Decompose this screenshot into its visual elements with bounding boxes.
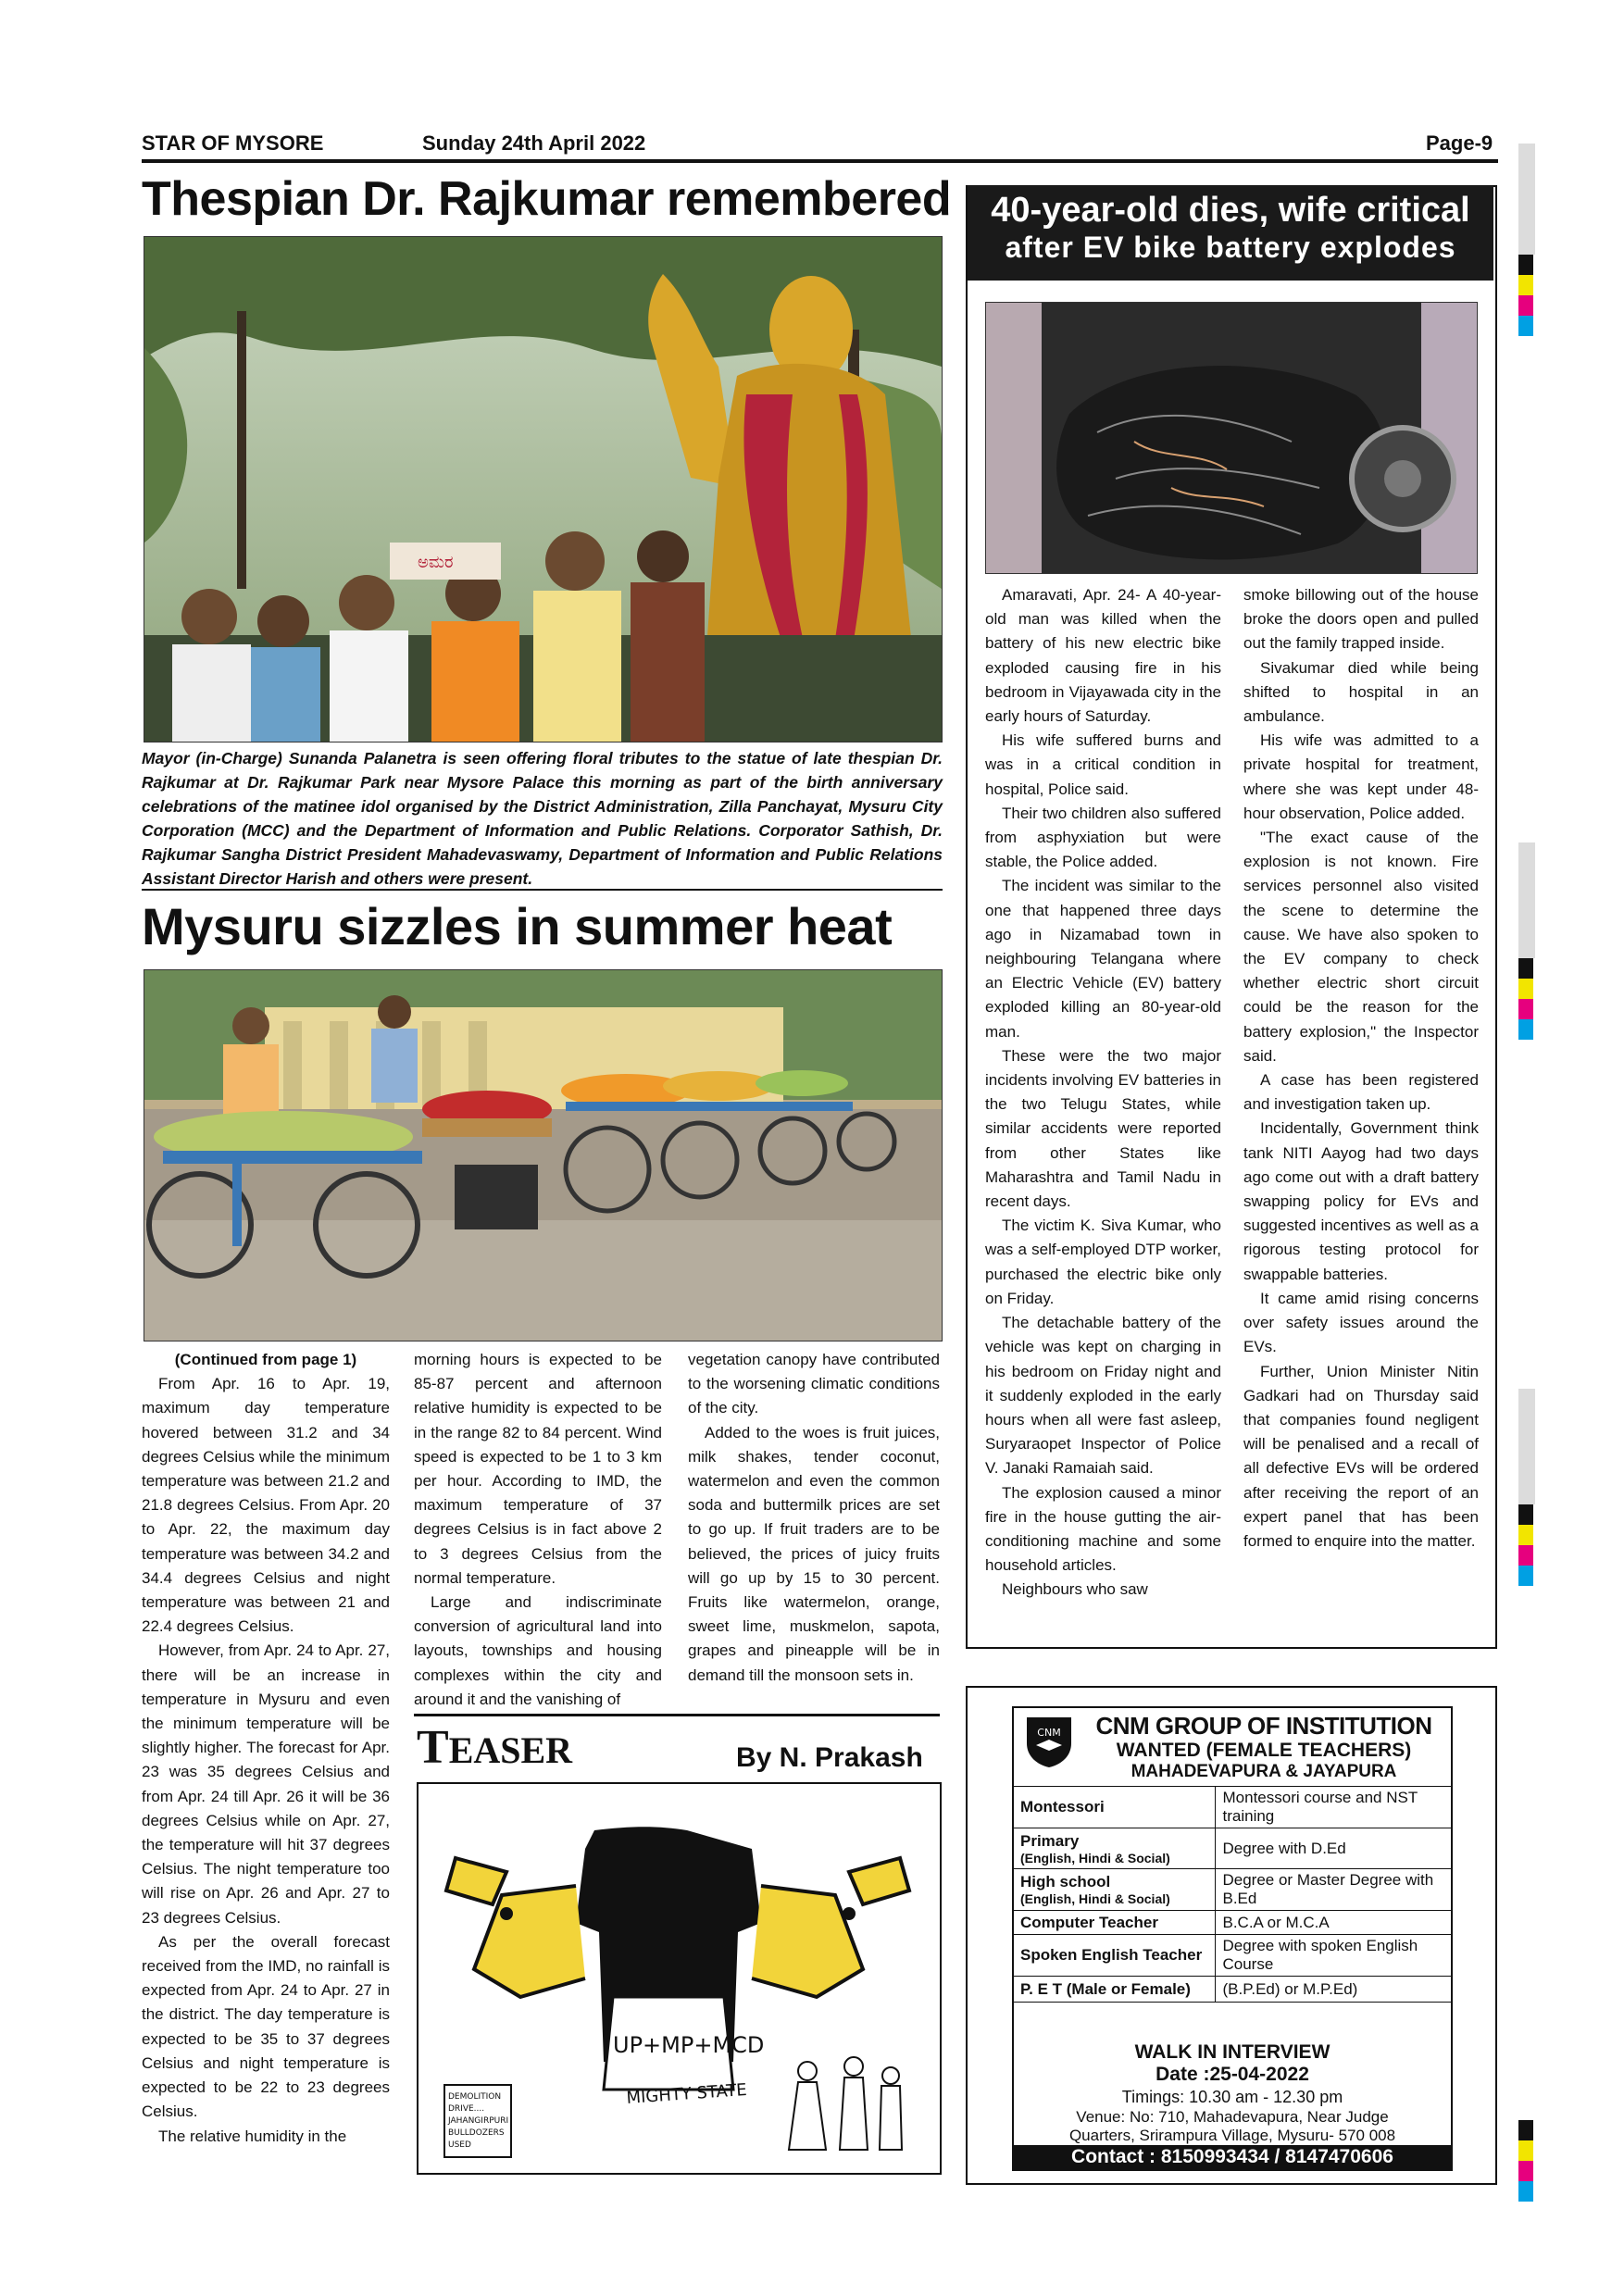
post-subjects: (English, Hindi & Social) <box>1020 1850 1170 1866</box>
venue-line-1: Venue: No: 710, Mahadevapura, Near Judge <box>1076 2108 1389 2126</box>
cnm-shield-icon <box>1021 1712 1077 1769</box>
mighty-state-label: MIGHTY STATE <box>625 2079 748 2108</box>
teaser-title-initial: T <box>417 1721 449 1774</box>
cnm-wanted: WANTED (FEMALE TEACHERS) <box>1116 1740 1412 1761</box>
summer-headline: Mysuru sizzles in summer heat <box>142 897 893 955</box>
summer-paragraph: As per the overall forecast received from the IMD, no rainfall is expected from Apr. 24 to Apr. 27 in the district. The day temperature is expected to be 35 to 37 degrees Celsius and night temperature is expected to be 22 to 23 degrees Celsius. <box>142 1932 390 2121</box>
qualification-cell: Degree or Master Degree with B.Ed <box>1215 1869 1453 1911</box>
teaser-cartoon-art <box>418 1784 940 2173</box>
registration-bar <box>1518 842 1535 958</box>
cnm-ad <box>966 1686 1497 2185</box>
statue-banner-text: ಅಮರ <box>418 553 454 572</box>
teaser-byline: By N. Prakash <box>736 1742 923 1773</box>
summer-paragraph: From Apr. 16 to Apr. 19, maximum day temperature hovered between 31.2 and 34 degrees Celsius while the minimum temperature was between 21.2 and 21.8 degrees Celsius. From Apr. 20 to Apr. 22, the maximum day temperature was between 34.2 and 34.4 degrees Celsius and night temperature was between 21 and 22.4 degrees Celsius. <box>142 1375 390 1636</box>
sign-line: JAHANGIRPURI <box>448 2116 509 2126</box>
ev-paragraph: The explosion caused a minor fire in the house gutting the air-conditioning machine and some household articles. <box>985 1483 1221 1575</box>
table-row <box>1013 1869 1453 1911</box>
ev-headline-banner <box>968 185 1493 281</box>
ev-paragraph: Incidentally, Government think tank NITI Aayog had two days ago come out with a draft battery swapping policy for EVs and suggested incentives as well as a rigorous testing protocol for swappable batteries. <box>1243 1119 1479 1283</box>
ev-paragraph: The victim K. Siva Kumar, who was a self-employed DTP worker, purchased the electric bike only on Friday. <box>985 1217 1221 1307</box>
cnm-logo-text: CNM <box>1037 1727 1061 1739</box>
ev-paragraph: Sivakumar died while being shifted to hospital in an ambulance. <box>1243 658 1479 726</box>
summer-paragraph: Large and indiscriminate conversion of agricultural land into layouts, townships and housing complexes within the city and around it and the vanishing of <box>414 1593 662 1708</box>
post-label: High school <box>1020 1873 1111 1890</box>
ev-column-1 <box>985 583 1221 1603</box>
cnm-title: CNM GROUP OF INSTITUTION <box>1095 1712 1432 1740</box>
summer-column-3 <box>688 1348 940 1688</box>
summer-paragraph: However, from Apr. 24 to Apr. 27, there will be an increase in temperature in Mysuru and even the minimum temperature will be slightly higher. The forecast for Apr. 23 was 35 degrees Celsius and from Apr. 24 till Apr. 26 it will be 36 degrees Celsius while on Apr. 27, the temperature will hit 37 degrees Celsius. The night temperature too will rise on Apr. 26 and Apr. 27 to 23 degrees Celsius. <box>142 1641 390 1927</box>
rajkumar-photo-art <box>144 237 942 742</box>
ev-paragraph: The incident was similar to the one that happened three days ago in Nizamabad town in neighbouring Telangana where an Electric Vehicle (EV) battery exploded killing an 80-year-old man. <box>985 877 1221 1041</box>
ev-headline-line1: 40-year-old dies, wife critical <box>991 191 1470 230</box>
table-row <box>1013 1935 1453 1977</box>
ev-paragraph: It came amid rising concerns over safety issues around the EVs. <box>1243 1289 1479 1356</box>
ev-paragraph: His wife was admitted to a private hospital for treatment, where she was kept under 48-hour observation, Police added. <box>1243 731 1479 822</box>
cmyk-marks <box>1518 2120 1533 2202</box>
qualification-cell: Montessori course and NST training <box>1215 1787 1453 1828</box>
walk-in-timings: Timings: 10.30 am - 12.30 pm <box>1121 2088 1343 2106</box>
ev-paragraph: A case has been registered and investigation taken up. <box>1243 1071 1479 1114</box>
shirt-caption: UP+MP+MCD <box>613 2032 765 2058</box>
ev-paragraph: Their two children also suffered from asphyxiation but were stable, the Police added. <box>985 804 1221 871</box>
ev-photo-art <box>986 303 1477 573</box>
walk-in-heading: WALK IN INTERVIEW <box>1134 2041 1330 2063</box>
ev-paragraph: The detachable battery of the vehicle was kept on charging in his bedroom on Friday night and it suddenly exploded in the early hours when all were fast asleep, Suryaraopet Inspector of Police V. Janaki Ramaiah said. <box>985 1314 1221 1478</box>
post-cell <box>1013 1977 1216 2003</box>
paper-name: STAR OF MYSORE <box>142 131 324 155</box>
post-label: Montessori <box>1020 1798 1105 1816</box>
continued-note: (Continued from page 1) <box>174 1351 357 1368</box>
qualification-cell: Degree with spoken English Course <box>1215 1935 1453 1977</box>
sign-line: DEMOLITION <box>448 2092 502 2102</box>
section-divider <box>142 889 943 891</box>
sign-line: DRIVE.... <box>448 2104 485 2114</box>
cnm-vacancy-table <box>1012 1786 1453 2003</box>
post-cell <box>1013 1935 1216 1977</box>
ev-paragraph: smoke billowing out of the house broke the doors open and pulled out the family trapped inside. <box>1243 586 1479 653</box>
ev-photo <box>985 302 1478 574</box>
ev-paragraph: Amaravati, Apr. 24- A 40-year-old man was killed when the battery of his new electric bike exploded causing fire in his bedroom in Vijayawada city in the early hours of Saturday. <box>985 586 1221 726</box>
ev-paragraph: These were the two major incidents involving EV batteries in the two Telugu States, while similar accidents were reported from other States like Maharashtra and Tamil Nadu in recent days. <box>985 1046 1221 1211</box>
contact-banner: Contact : 8150993434 / 8147470606 <box>1014 2145 1451 2169</box>
cmyk-marks <box>1518 255 1533 336</box>
summer-photo-art <box>144 970 942 1341</box>
sign-line: USED <box>448 2140 471 2150</box>
summer-column-1 <box>142 1348 390 2149</box>
ev-column-2 <box>1243 583 1479 1554</box>
table-row <box>1013 1911 1453 1935</box>
walk-in-date: Date :25-04-2022 <box>1156 2064 1309 2085</box>
teaser-cartoon <box>417 1782 942 2175</box>
issue-date: Sunday 24th April 2022 <box>422 131 646 155</box>
summer-paragraph: vegetation canopy have contributed to the worsening climatic conditions of the city. <box>688 1351 940 1417</box>
summer-paragraph: morning hours is expected to be 85-87 percent and afternoon relative humidity is expected to be in the range 82 to 84 percent. Wind speed is expected to be 1 to 3 km per hour. According to IMD, the maximum temperature of 37 degrees Celsius is in fact above 2 to 3 degrees Celsius from the normal temperature. <box>414 1351 662 1587</box>
cnm-logo <box>1021 1712 1077 1769</box>
rajkumar-headline: Thespian Dr. Rajkumar remembered <box>142 172 952 226</box>
teaser-rule <box>414 1714 940 1716</box>
post-cell <box>1013 1869 1216 1911</box>
post-cell <box>1013 1828 1216 1869</box>
qualification-cell: B.C.A or M.C.A <box>1215 1911 1453 1935</box>
ev-paragraph: "The exact cause of the explosion is not known. Fire services personnel also visited the scene to determine the cause. We have also spoken to the EV company to check whether electric short circuit could be the reason for the battery explosion," the Inspector said. <box>1243 829 1479 1065</box>
summer-photo <box>144 969 943 1341</box>
cnm-vacancy-table-wrap <box>1012 1786 1453 2003</box>
ev-headline-line2: after EV bike battery explodes <box>1005 231 1456 264</box>
rajkumar-caption: Mayor (in-Charge) Sunanda Palanetra is seen offering floral tributes to the statue of late thespian Dr. Rajkumar at Dr. Rajkumar Park near Mysore Palace this morning as part of the birth anniversary celebrations of the matinee idol organised by the District Administration, Zilla Panchayat, Mysuru City Corporation (MCC) and the Department of Information and Public Relations. Corporator Sathish, Dr. Rajkumar Sangha District President Mahadevaswamy, Department of Information and Public Relations Assistant Director Harish and others were present. <box>142 749 943 888</box>
table-row <box>1013 1977 1453 2003</box>
post-label: P. E T (Male or Female) <box>1020 1979 1191 1998</box>
post-cell <box>1013 1787 1216 1828</box>
teaser-title <box>417 1720 572 1775</box>
post-label: Spoken English Teacher <box>1020 1946 1203 1964</box>
sign-line: BULLDOZERS <box>448 2128 505 2138</box>
summer-column-2 <box>414 1348 662 1712</box>
rajkumar-photo <box>144 236 943 742</box>
cnm-ad-inner <box>1012 1706 1453 2171</box>
ev-paragraph: Further, Union Minister Nitin Gadkari had on Thursday said that companies found negligent will be penalised and a recall of all defective EVs will be ordered after receiving the report of an expert panel that has been formed to enquire into the matter. <box>1243 1362 1479 1550</box>
table-row <box>1013 1828 1453 1869</box>
page-number: Page-9 <box>1426 131 1493 155</box>
post-subjects: (English, Hindi & Social) <box>1020 1891 1170 1906</box>
masthead-rule <box>142 159 1498 163</box>
post-cell <box>1013 1911 1216 1935</box>
cmyk-marks <box>1518 1504 1533 1586</box>
post-label: Primary <box>1020 1831 1080 1850</box>
qualification-cell: (B.P.Ed) or M.P.Ed) <box>1215 1977 1453 2003</box>
qualification-cell: Degree with D.Ed <box>1215 1828 1453 1869</box>
cnm-location: MAHADEVAPURA & JAYAPURA <box>1131 1762 1397 1781</box>
summer-paragraph: The relative humidity in the <box>158 2127 347 2145</box>
registration-bar <box>1518 1389 1535 1504</box>
post-label: Computer Teacher <box>1020 1913 1158 1931</box>
venue-line-2: Quarters, Srirampura Village, Mysuru- 570 008 <box>1068 2127 1396 2144</box>
ev-paragraph: Neighbours who saw <box>1002 1580 1148 1599</box>
cmyk-marks <box>1518 958 1533 1040</box>
table-row <box>1013 1787 1453 1828</box>
ev-paragraph: His wife suffered burns and was in a critical condition in hospital, Police said. <box>985 731 1221 798</box>
teaser-title-rest: EASER <box>448 1729 573 1771</box>
registration-bar <box>1518 144 1535 255</box>
summer-paragraph: Added to the woes is fruit juices, milk shakes, tender coconut, watermelon and even the common soda and buttermilk prices are set to go up. If fruit traders are to be believed, the prices of juicy fruits will go up by 15 to 30 percent. Fruits like watermelon, orange, sweet lime, muskmelon, sapota, grapes and pineapple will be in demand till the monsoon sets in. <box>688 1423 940 1684</box>
